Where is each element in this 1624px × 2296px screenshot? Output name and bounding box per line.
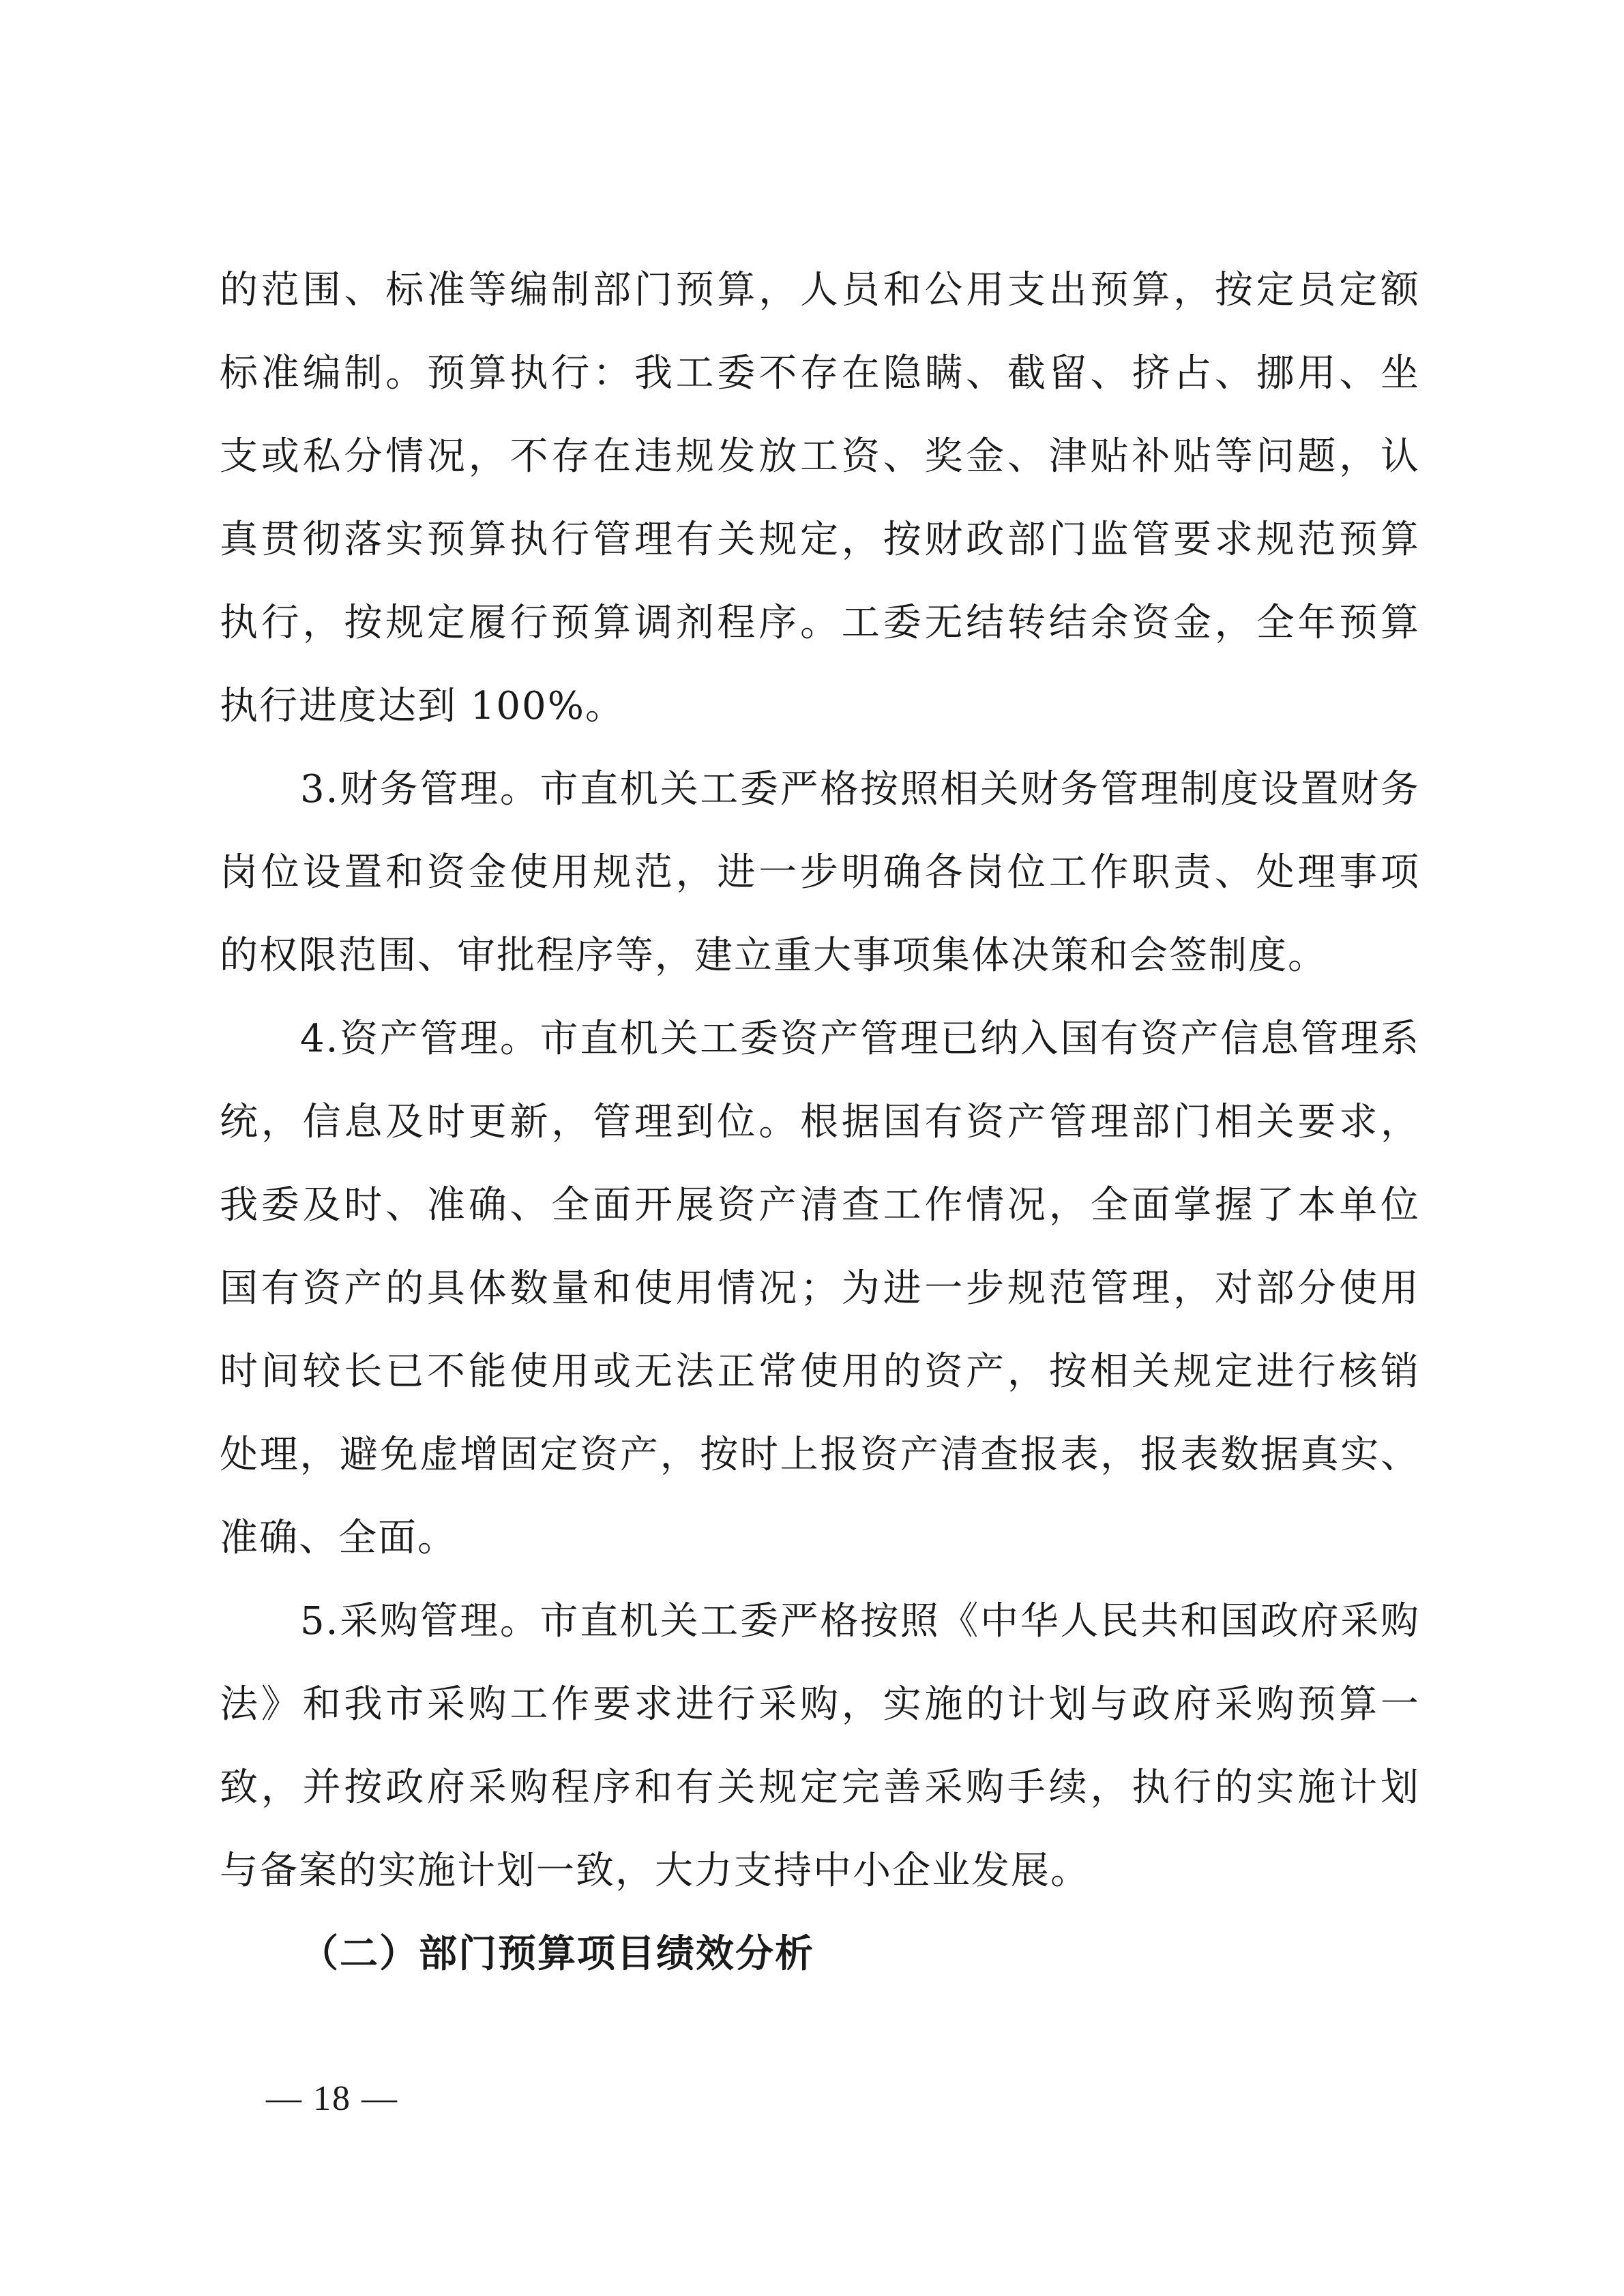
text-line: 统，信息及时更新，管理到位。根据国有资产管理部门相关要求， [220,1100,1420,1144]
paragraph-first-line: 4.资产管理。市直机关工委资产管理已纳入国有资产信息管理系 [300,1017,1420,1061]
text-line: 执行进度达到 100%。 [220,684,625,728]
text-line: 处理，避免虚增固定资产，按时上报资产清查报表，报表数据真实、 [220,1433,1420,1477]
text-line: 的权限范围、审批程序等，建立重大事项集体决策和会签制度。 [220,934,1327,978]
text-line: 时间较长已不能使用或无法正常使用的资产，按相关规定进行核销 [220,1350,1420,1394]
page-number: — 18 — [266,2079,398,2118]
text-line: 法》和我市采购工作要求进行采购，实施的计划与政府采购预算一 [220,1682,1420,1727]
text-line: 岗位设置和资金使用规范，进一步明确各岗位工作职责、处理事项 [220,850,1420,895]
paragraph-first-line: 3.财务管理。市直机关工委严格按照相关财务管理制度设置财务 [300,767,1420,811]
text-line: 准确、全面。 [220,1516,457,1560]
text-line: 我委及时、准确、全面开展资产清查工作情况，全面掌握了本单位 [220,1183,1420,1227]
text-line: 与备案的实施计划一致，大力支持中小企业发展。 [220,1849,1090,1893]
text-line: 真贯彻落实预算执行管理有关规定，按财政部门监管要求规范预算 [220,518,1420,562]
text-line: 标准编制。预算执行：我工委不存在隐瞒、截留、挤占、挪用、坐 [220,351,1420,396]
paragraph-first-line: 5.采购管理。市直机关工委严格按照《中华人民共和国政府采购 [300,1599,1420,1643]
text-line: 的范围、标准等编制部门预算，人员和公用支出预算，按定员定额 [220,268,1420,312]
text-line: 执行，按规定履行预算调剂程序。工委无结转结余资金，全年预算 [220,601,1420,645]
section-heading: （二）部门预算项目绩效分析 [300,1932,814,1976]
text-line: 国有资产的具体数量和使用情况；为进一步规范管理，对部分使用 [220,1266,1420,1311]
body-text [220,249,1420,1996]
text-line: 致，并按政府采购程序和有关规定完善采购手续，执行的实施计划 [220,1765,1420,1810]
text-line: 支或私分情况，不存在违规发放工资、奖金、津贴补贴等问题，认 [220,434,1420,479]
